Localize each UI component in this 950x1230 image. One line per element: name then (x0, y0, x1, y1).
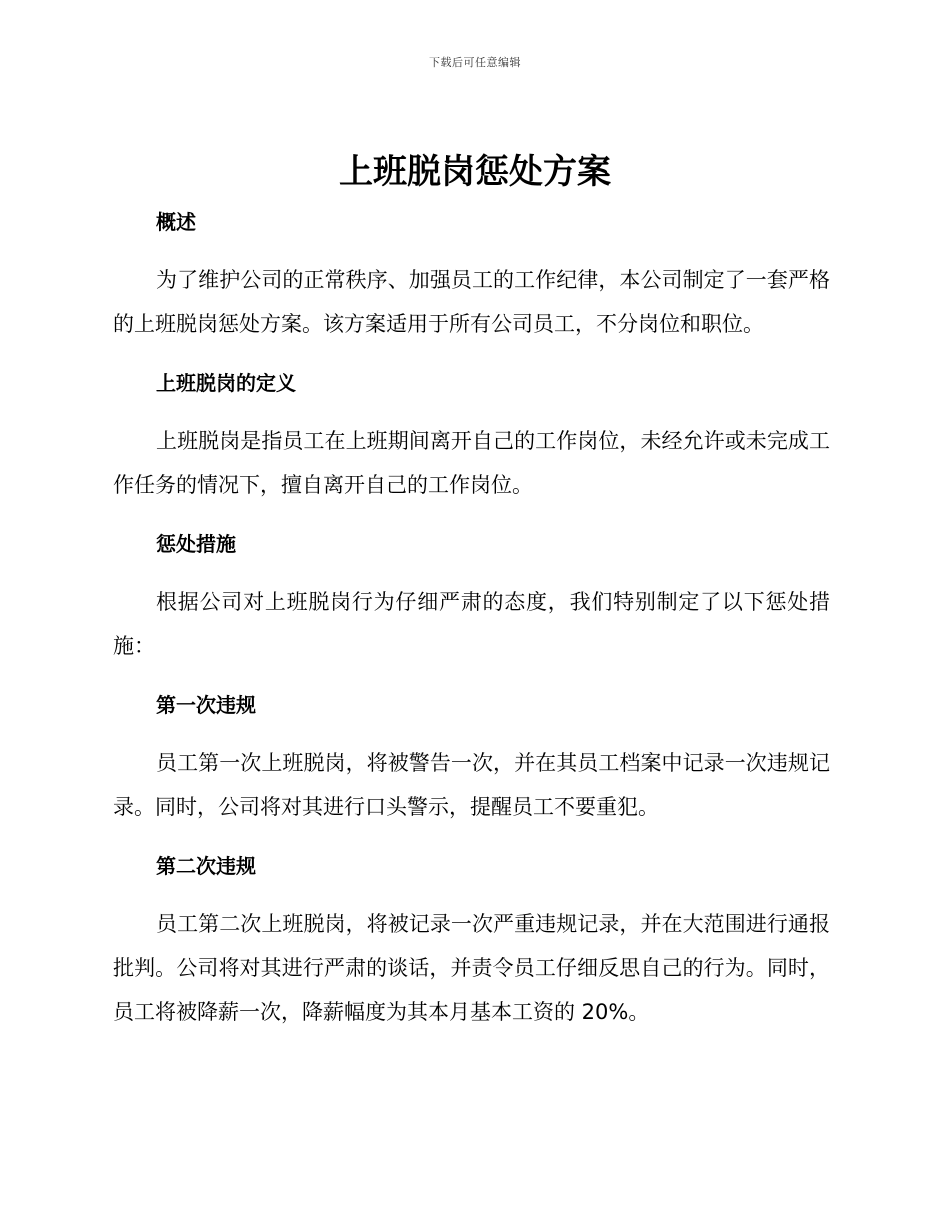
section-heading-first-violation: 第一次违规 (156, 693, 256, 717)
section-heading-measures: 惩处措施 (156, 532, 236, 556)
section-heading-overview: 概述 (156, 210, 196, 234)
section-paragraph-definition: 上班脱岗是指员工在上班期间离开自己的工作岗位，未经允许或未完成工作任务的情况下，擅自离开自己的工作岗位。 (113, 429, 830, 497)
section-paragraph-second-violation: 员工第二次上班脱岗，将被记录一次严重违规记录，并在大范围进行通报批判。公司将对其进行严肃的谈话，并责令员工仔细反思自己的行为。同时，员工将被降薪一次，降薪幅度为其本月基本工资的 20%。 (113, 912, 830, 1024)
section-paragraph-first-violation: 员工第一次上班脱岗，将被警告一次，并在其员工档案中记录一次违规记录。同时，公司将对其进行口头警示，提醒员工不要重犯。 (113, 751, 830, 819)
document-title: 上班脱岗惩处方案 (339, 152, 611, 192)
document-body (113, 200, 830, 1034)
section-heading-definition: 上班脱岗的定义 (156, 371, 296, 395)
header-note: 下载后可任意编辑 (429, 56, 521, 69)
section-paragraph-overview: 为了维护公司的正常秩序、加强员工的工作纪律，本公司制定了一套严格的上班脱岗惩处方案。该方案适用于所有公司员工，不分岗位和职位。 (113, 268, 830, 336)
section-heading-second-violation: 第二次违规 (156, 854, 256, 878)
section-paragraph-measures: 根据公司对上班脱岗行为仔细严肃的态度，我们特别制定了以下惩处措施： (113, 590, 830, 658)
